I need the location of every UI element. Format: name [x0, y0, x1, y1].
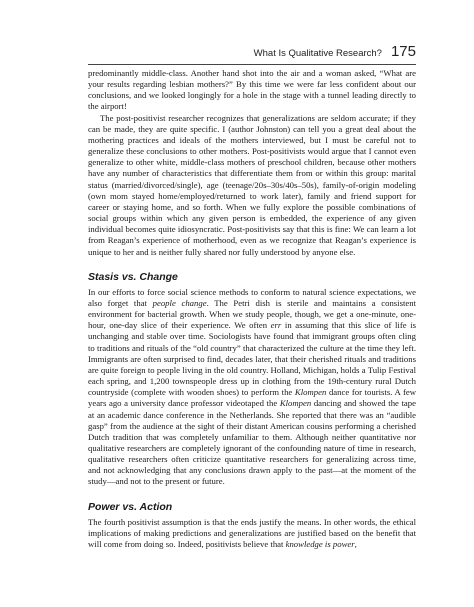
section-heading-power-action: Power vs. Action — [88, 500, 173, 513]
text-run: dance for tourists. A few years ago a university dance professor videotaped the — [88, 387, 416, 409]
emphasis-text: err — [270, 320, 282, 331]
emphasis-text: Klompen — [294, 387, 327, 398]
section-heading-stasis-change: Stasis vs. Change — [88, 270, 178, 283]
paragraph-post-positivist: The post-positivist researcher recognizes that generalizations are seldom accurate; if they can be made, they are quite specific. I (author Johnston) can tell you a great deal about the mothering practices and ideals of the mothers interviewed, but I must be careful not to generalize these conclusions to other mothers. Post-positivists would argue that I cannot even generalize to other white, middle-class mothers of preschool children, because other mothers have any number of characteristics that differentiate them from or within this group: marital status (married/divorced/single), age (teenage/20s–30s/40s–50s), family-of-origin modeling (own mom stayed home/employed/returned to work later), family and friend support for career or staying home, and so forth. When we fully explore the possible combinations of social groups within which any given person is embedded, the experience of any given individual becomes quite idiosyncratic. Post-positivists say that this is fine: We can learn a lot from Reagan’s experience of motherhood, even as we recognize that Reagan’s experience is unique to her and is neither fully shared nor fully understood by anyone else. — [88, 112, 416, 257]
body-text — [88, 68, 416, 550]
page-number: 175 — [390, 43, 416, 60]
text-run: In our efforts to force social science methods to conform to natural science expectations, we also forget that — [88, 286, 416, 308]
text-run: dancing and showed the tape at an academic dance conference in the Netherlands. She reported that there was an “audible gasp” from the audience at the sight of their distant American cousins performing a cherished Dutch tradition that was completely unfamiliar to them. Although neither quantitative nor qualitative researchers are completely ignorant of the confounding nature of time in research, qualitative researchers often criticize quantitative researchers for generalizing across time, and not acknowledging that any conclusions drawn apply to the past—at the moment of the study—and not to the present or future. — [88, 398, 416, 487]
emphasis-text: Klompen — [279, 398, 312, 409]
paragraph-continued: predominantly middle-class. Another hand shot into the air and a woman asked, “What are your results regarding lesbian mothers?” By this time we were far less confident about our conclusions, and we looked longingly for a hole in the stage with a tunnel leading directly to the airport! — [88, 68, 416, 112]
text-run: in assuming that this slice of life is unchanging and stable over time. Sociologists have found that immigrant groups often cling to traditions and rituals of the “old country” that characterized the culture at the time they left. Immigrants are often surprised to find, decades later, that their cherished rituals and traditions are quite foreign to people living in the old country. Holland, Michigan, holds a Tulip Festival each spring, and 1,200 townspeople dress up in clothing from the 19th-century rural Dutch countryside (complete with wooden shoes) to perform the — [88, 320, 416, 398]
running-head — [254, 43, 416, 60]
emphasis-text: knowledge is power — [285, 539, 355, 550]
running-title: What Is Qualitative Research? — [253, 48, 382, 59]
paragraph-stasis-change — [88, 287, 416, 488]
header-rule — [88, 64, 416, 65]
text-run: The fourth positivist assumption is that the ends justify the means. In other words, the ethical implications of making predictions and generalizations are justified based on the benefit that will come from doing so. Indeed, positivists believe that — [88, 516, 416, 550]
paragraph-power-action — [88, 517, 416, 550]
text-run: , — [354, 539, 357, 550]
emphasis-text: people change — [152, 297, 207, 308]
text-run: . The Petri dish is sterile and maintains a consistent environment for bacterial growth. When we study people, though, we get a one-minute, one-hour, one-day slice of their experience. We often — [88, 297, 416, 331]
